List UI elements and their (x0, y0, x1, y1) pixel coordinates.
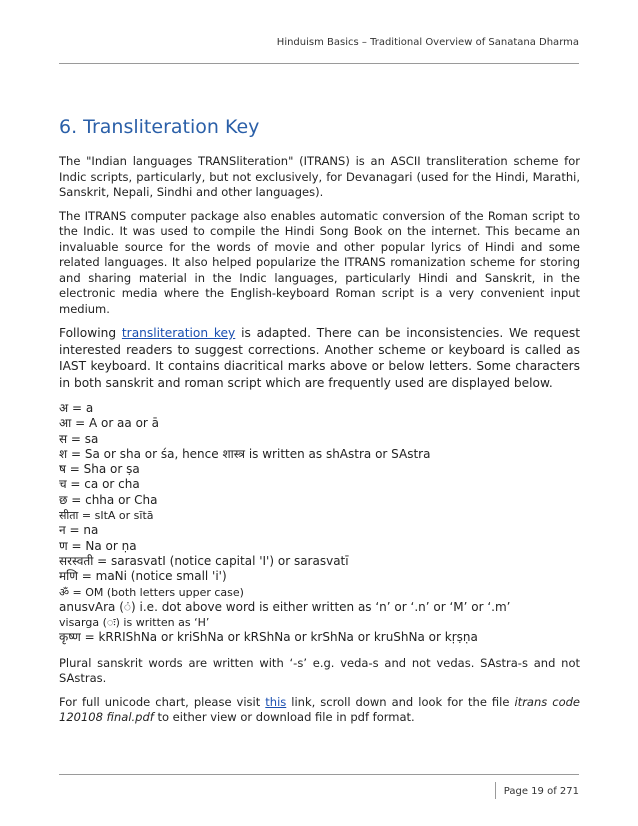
list-item: अ = a (59, 401, 94, 415)
list-item: छ = chha or Cha (59, 492, 158, 507)
list-item: सरस्वती = sarasvatI (notice capital 'I') or sarasvatī (59, 553, 349, 568)
para3-text-before: Following (59, 326, 122, 340)
para5-text-middle: link, scroll down and look for the file (286, 694, 515, 709)
footer-divider (59, 774, 579, 775)
para5-text-after: to either view or download file in pdf format. (153, 710, 415, 725)
running-header: Hinduism Basics – Traditional Overview of Sanatana Dharma (276, 37, 579, 48)
transliteration-list (59, 401, 580, 646)
list-item: ॐ = OM (both letters upper case) (59, 585, 244, 599)
list-item: visarga (ः) is written as ‘H’ (59, 616, 210, 630)
paragraph-unicode-chart (59, 695, 580, 726)
list-item: श = Sa or sha or śa, hence शास्त्र is written as shAstra or SAstra (59, 446, 431, 461)
para5-text-before: For full unicode chart, please visit (59, 694, 266, 709)
list-item: मणि = maNi (notice small 'i') (59, 569, 227, 584)
paragraph-plural-words: Plural sanskrit words are written with ‘-s’ e.g. veda-s and not vedas. SAstra-s and not SAstras. (59, 655, 580, 686)
list-item: सीता = sItA or sītā (59, 509, 154, 523)
list-item: स = sa (59, 431, 99, 446)
document-body (59, 154, 580, 734)
list-item: आ = A or aa or ā (59, 416, 160, 431)
list-item: च = ca or cha (59, 477, 140, 492)
list-item: ष = Sha or ṣa (59, 462, 140, 477)
section-title: 6. Transliteration Key (59, 116, 260, 138)
page-number: Page 19 of 271 (495, 782, 579, 799)
transliteration-key-link[interactable]: transliteration key (121, 326, 236, 340)
list-item: न = na (59, 523, 99, 538)
file-name: itrans code 120108 final.pdf (59, 694, 580, 725)
paragraph-following-key (59, 325, 580, 391)
paragraph-itrans-intro: The "Indian languages TRANSliteration" (ITRANS) is an ASCII transliteration scheme for Indic scripts, particularly, but not exclusively, for Devanagari (used for the Hindi, Marathi, Sanskrit, Nepali, Sindhi and other languages). (59, 154, 580, 199)
list-item: anusvAra (ं) i.e. dot above word is either written as ‘n’ or ‘.n’ or ‘M’ or ‘.m’ (59, 599, 511, 614)
paragraph-itrans-package: The ITRANS computer package also enables automatic conversion of the Roman script to the Indic. It was used to compile the Hindi Song Book on the internet. This became an invaluable source for the words of movie and other popular lyrics of Hindi and some related languages. It also helped popularize the ITRANS romanization scheme for storing and sharing material in the Indic languages, particularly Hindi and Sanskrit, in the electronic media where the English-keyboard Roman script is a very convenient input medium. (59, 208, 580, 316)
list-item: कृष्ण = kRRIShNa or kriShNa or kRShNa or krShNa or kruShNa or kṛṣṇa (59, 630, 478, 645)
unicode-chart-link[interactable]: this (265, 694, 287, 709)
header-divider (59, 63, 579, 64)
list-item: ण = Na or ṇa (59, 538, 137, 553)
para3-text-after: is adapted. There can be inconsistencies. We request interested readers to suggest corrections. Another scheme or keyboard is called as IAST keyboard. It contains diacritical marks above or below letters. Some characters in both sanskrit and roman script which are frequently used are displayed below. (59, 326, 581, 390)
